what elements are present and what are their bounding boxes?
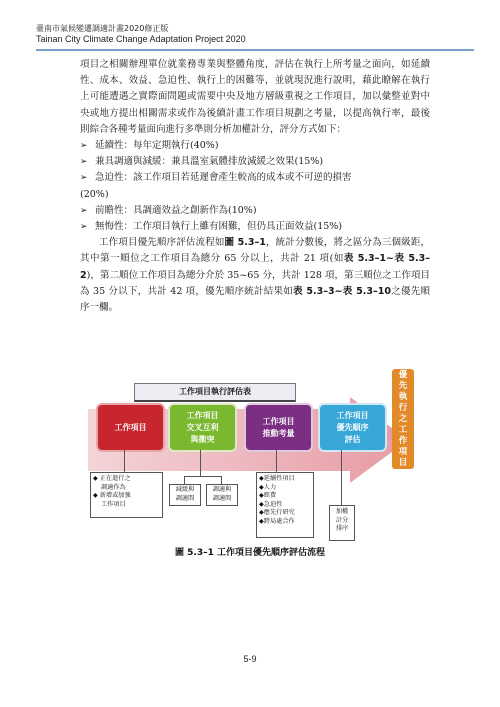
note-line: 調適作為 — [101, 483, 126, 491]
table-reference-2: 表 5.3–3~表 5.3–10 — [293, 285, 391, 297]
note-line: 調適間 — [175, 494, 195, 502]
note-line: ◆ 正在進行之 — [93, 475, 131, 482]
box-line: 交叉互利 — [186, 422, 219, 432]
note-line: ◆延續性項目 — [259, 475, 295, 482]
vertical-char: 目 — [398, 457, 408, 468]
bullet-no-regret — [80, 219, 430, 235]
connector-line — [184, 476, 222, 477]
bullet-continuation: (20%) — [80, 188, 109, 200]
body-text — [80, 57, 430, 316]
priority-evaluation-box — [318, 403, 387, 452]
note-line: ◆ 新增或加強 — [93, 492, 131, 499]
vertical-char: 工 — [398, 424, 408, 435]
figure-reference: 圖 5.3–1 — [224, 237, 266, 249]
note-line: 減緩與 — [175, 486, 195, 493]
box-line: 與衝突 — [190, 434, 215, 444]
note-adaptation-adaptation — [206, 484, 238, 506]
para2-part3: )，第二順位工作項目為總分介於 35~65 分，共計 128 項，第三順位之工作項目為 35 分以下，共計 42 項，優先順序統計結果如 — [80, 269, 430, 297]
figure-title-bar: 工作項目執行評估表 — [134, 383, 296, 402]
connector-line — [124, 450, 125, 472]
vertical-char: 作 — [398, 435, 408, 446]
synergy-conflict-box — [168, 403, 237, 452]
figure-caption: 圖 5.3–1 工作項目優先順序評估流程 — [175, 548, 325, 558]
note-line: ◆人力 — [259, 483, 277, 491]
implementation-considerations-box — [244, 403, 313, 452]
priority-work-items-label — [392, 369, 414, 469]
page-number: 5-9 — [243, 654, 257, 664]
arrow-bullet-icon: ➢ — [80, 205, 88, 216]
note-mitigation-adaptation — [169, 484, 201, 506]
note-line: 加權 — [335, 508, 349, 515]
box-line: 工作項目 — [186, 410, 219, 420]
connector-line — [276, 450, 277, 472]
bullet-foresight — [80, 203, 430, 219]
para2-part1: 工作項目優先順序評估流程如 — [99, 237, 225, 249]
box-line: 評估 — [344, 434, 361, 444]
connector-line — [221, 476, 222, 484]
bullet-text: 前瞻性：具調適效益之創新作為(10%) — [95, 204, 257, 216]
vertical-char: 項 — [398, 446, 408, 457]
para2-part2: ，統計分數後，將之區分為三個級距，其中第一順位之工作項目為總分 65 分以上，共計 21 項(如 — [80, 237, 430, 265]
vertical-char: 行 — [398, 402, 408, 413]
arrow-bullet-icon: ➢ — [80, 222, 88, 233]
note-line: ◆跨局處合作 — [259, 517, 295, 525]
bullet-text: 延續性：每年定期執行(40%) — [95, 140, 219, 152]
vertical-char: 之 — [398, 413, 408, 424]
bullet-continuity — [80, 138, 430, 154]
arrow-bullet-icon: ➢ — [80, 173, 88, 184]
header-rule — [36, 49, 474, 51]
header-title-en: Tainan City Climate Change Adaptation Project 2020 — [36, 34, 246, 44]
note-line: ◆急迫性 — [259, 500, 283, 508]
note-line: 調適間 — [212, 494, 232, 502]
connector-line — [184, 476, 185, 484]
note-considerations-list — [256, 472, 314, 538]
bullet-text: 無悔性：工作項目執行上雖有困難，但仍具正面效益(15%) — [95, 221, 343, 233]
note-work-item-types — [90, 472, 163, 518]
note-line: 計分 — [335, 516, 349, 524]
box-line: 工作項目 — [336, 410, 369, 420]
table-reference-1: 表 5.3–1~表 5.3–2 — [80, 253, 430, 281]
bullet-urgency — [80, 170, 430, 186]
bullet-mitigation — [80, 154, 430, 170]
header-title-zh: 臺南市氣候變遷調適計畫2020修正版 — [36, 24, 169, 33]
box-line: 工作項目 — [262, 416, 295, 426]
bullet-text: 急迫性：該工作項目若延遲會產生較高的成本或不可逆的損害 — [95, 172, 352, 184]
para2-part4: 之優先順序一欄。 — [80, 285, 430, 314]
note-line: ◆經費 — [259, 492, 277, 499]
bullet-text: 兼具調適與減緩：兼具溫室氣體排放減緩之效果(15%) — [95, 156, 324, 168]
connector-line — [341, 450, 342, 505]
note-line: ◆應先行研究 — [259, 509, 295, 516]
connector-line — [200, 450, 201, 476]
vertical-char: 執 — [398, 391, 408, 402]
note-line: 排序 — [335, 525, 349, 532]
box-line: 推動考量 — [262, 428, 295, 438]
arrow-bullet-icon: ➢ — [80, 141, 88, 152]
vertical-char: 優 — [398, 369, 408, 380]
note-line: 工作項目 — [101, 500, 126, 508]
evaluation-paragraph — [80, 235, 430, 316]
arrow-bullet-icon: ➢ — [80, 157, 88, 168]
page-header — [36, 23, 476, 45]
note-line: 調適與 — [212, 486, 232, 493]
note-weighted-scoring — [329, 505, 355, 541]
intro-paragraph: 項目之相關辦理單位就業務專業與整體角度，評估在執行上所考量之面向，如延續性、成本、效益、急迫性、執行上的困難等，並就現況進行說明，藉此瞭解在執行上可能遭遇之實際面問題或需要中央及地方層級重視之工作項目，加以彙整並對中央或地方提出相關需求或作為後續計畫工作項目規劃之考量，以提高執行率，最後則綜合各種考量面向進行多準則分析加權計分，評分方式如下： — [80, 59, 430, 135]
box-label: 工作項目 — [114, 422, 147, 432]
work-item-box — [96, 403, 165, 452]
vertical-char: 先 — [398, 380, 408, 391]
box-line: 優先順序 — [336, 422, 369, 432]
